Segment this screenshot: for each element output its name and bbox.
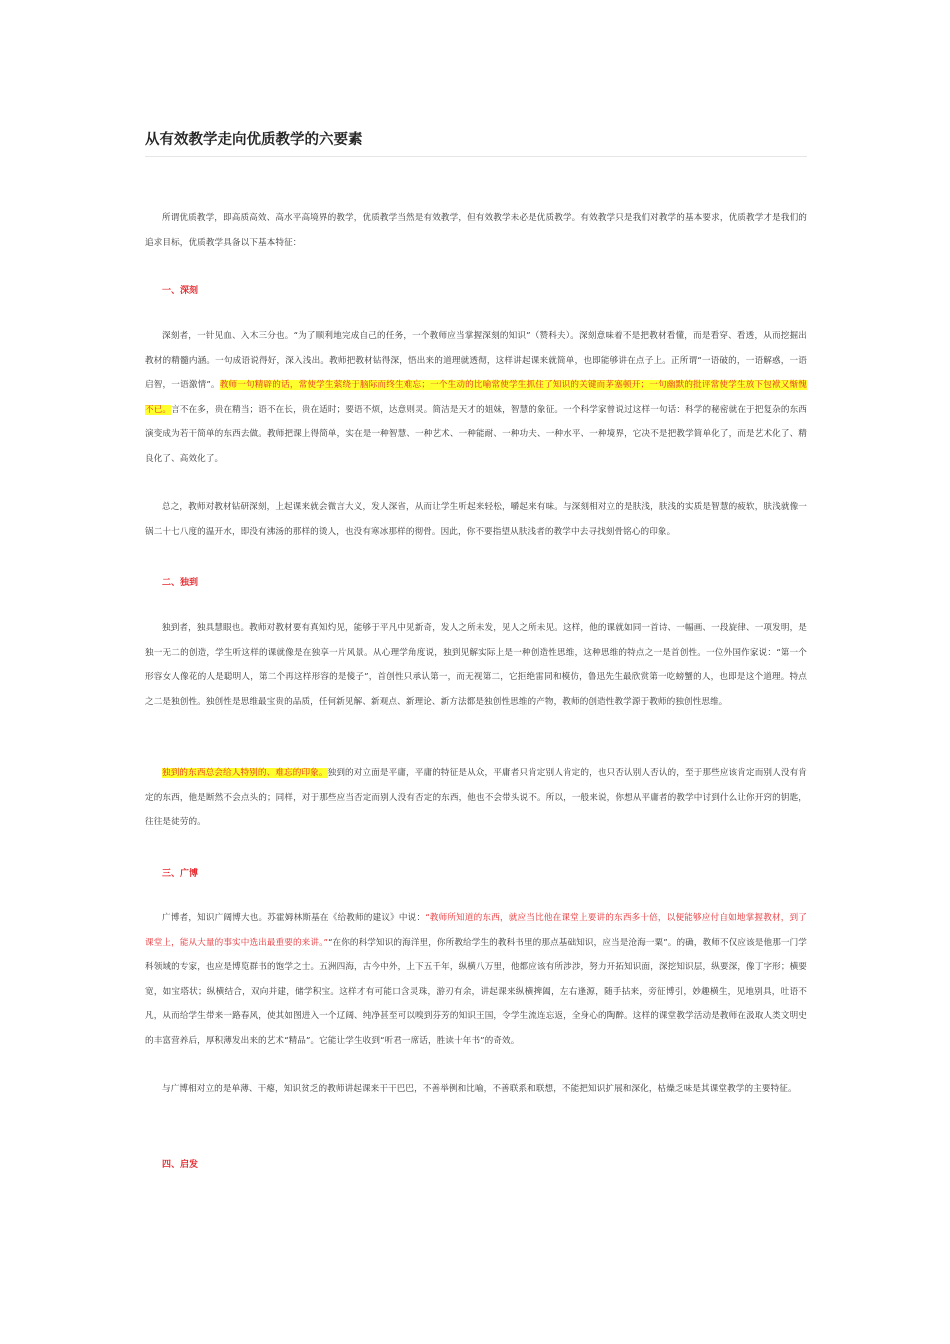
highlight-quote-3: 一句幽默的批评常使学生放下包袱又惭愧不已。 <box>145 380 807 415</box>
section-shenke-paragraph-2: 总之，教师对教材钻研深刻，上起课来就会微言大义，发人深省，从而让学生听起来轻松，嚼起来有味。与深刻相对立的是肤浅，肤浅的实质是智慧的疲软，肤浅就像一锅二十七八度的温开水，即没有沸汤的那样的烫人，也没有寒冰那样的彻骨。因此，你不要指望从肤浅者的教学中去寻找刻骨铭心的印象。 <box>145 502 807 537</box>
section-heading-qifa: 四、启发 <box>162 1160 199 1170</box>
section-guangbo-paragraph-2: 与广博相对立的是单薄、干瘪，知识贫乏的教师讲起课来干干巴巴，不善举例和比喻，不善联系和联想，不能把知识扩展和深化，枯燥乏味是其课堂教学的主要特征。 <box>162 1084 797 1094</box>
highlight-quote-4: 独到的东西总会给人特别的、难忘的印象。 <box>162 768 328 778</box>
section-heading-dudao: 二、独到 <box>162 578 199 588</box>
text-run: 独到的对立面是平庸，平庸的特征是从众，平庸者只肯定别人肯定的，也只否认别人否认的，至于那些应该肯定而别人没有肯定的东西，他是断然不会点头的；同样，对于那些应当否定而别人没有否定的东西，他也不会带头说不。所以，一般来说，你想从平庸者的教学中讨到什么让你开窍的钥匙，往往是徒劳的。 <box>145 768 807 827</box>
text-run: 言不在多，贵在精当；语不在长，贵在适时；要语不烦，达意则灵。简洁是天才的姐妹，智慧的象征。一个科学家曾说过这样一句话：科学的秘密就在于把复杂的东西演变成为若干简单的东西去做。教师把课上得简单，实在是一种智慧、一种艺术、一种能耐、一种功夫、一种水平、一种境界，它决不是把教学简单化了，而是艺术化了、精良化了、高效化了。 <box>145 404 807 464</box>
section-shenke-paragraph-1 <box>145 324 807 471</box>
section-heading-shenke: 一、深刻 <box>162 286 199 296</box>
section-dudao-paragraph-2 <box>145 761 807 835</box>
section-guangbo-paragraph-1 <box>145 906 807 1053</box>
highlight-quote-2: 一个生动的比喻常使学生抓住了知识的关键而茅塞顿开； <box>430 380 650 390</box>
section-heading-guangbo: 三、广博 <box>162 869 199 879</box>
red-quote: “教师所知道的东西，就应当比他在课堂上要讲的东西多十倍，以便能够应付自如地掌握教材，到了课堂上，能从大量的事实中选出最重要的来讲。” <box>145 913 807 948</box>
page-title: 从有效教学走向优质教学的六要素 <box>145 132 363 148</box>
text-run: “在你的科学知识的海洋里，你所教给学生的教科书里的那点基础知识，应当是沧海一粟”。的确，教师不仅应该是他那一门学科领域的专家，也应是博览群书的饱学之士。五洲四海，古今中外，上下五千年，纵横八万里，他都应该有所涉涉，努力开拓知识面，深挖知识层，纵要深，像丁字形；横要宽，如宝塔状；纵横结合，双向并建，储学积宝。这样才有可能口含灵珠，游刃有余，讲起课来纵横捭阖，左右逢源，随手拈来，旁征博引，妙趣横生，见地别具，吐语不凡，从而给学生带来一路春风，使其如图进入一个辽阔、纯净甚至可以嗅到芬芳的知识王国，令学生流连忘返，全身心的陶醉。这样的课堂教学活动是教师在汲取人类文明史的丰富营养后，厚积薄发出来的艺术“精品”。它能让学生收到“听君一席话，胜读十年书”的奇效。 <box>145 937 808 1046</box>
title-divider <box>145 156 807 157</box>
text-run: 广博者，知识广阔博大也。苏霍姆林斯基在《给教师的建议》中说： <box>162 913 426 923</box>
text-run: 深刻者，一针见血、入木三分也。“为了顺利地完成自己的任务，一个教师应当掌握深刻的知识”（赞科夫）。深刻意味着不是把教材看懂，而是看穿、看透，从而挖掘出教材的精髓内涵。一句成语说得好，深入浅出。教师把教材钻得深，悟出来的道理就透彻，这样讲起课来就简单，也即能够讲在点子上。正所谓“一语破的，一语解惑，一语启智，一语激情”。 <box>145 331 807 390</box>
intro-paragraph: 所谓优质教学，即高质高效、高水平高境界的教学，优质教学当然是有效教学，但有效教学未必是优质教学。有效教学只是我们对教学的基本要求，优质教学才是我们的追求目标，优质教学具备以下基本特征： <box>145 213 807 248</box>
highlight-quote-1: 教师一句精辟的话，常使学生萦绕于脑际而终生难忘； <box>219 380 431 390</box>
section-dudao-paragraph-1: 独到者，独具慧眼也。教师对教材要有真知灼见，能够于平凡中见新奇，发人之所未发，见人之所未见。这样，他的课就如同一首诗、一幅画、一段旋律、一项发明，是独一无二的创造，学生听这样的课就像是在独享一片风景。从心理学角度说，独到见解实际上是一种创造性思维，这种思维的特点之一是首创性。一位外国作家说：“第一个形容女人像花的人是聪明人，第二个再这样形容的是傻子”，首创性只承认第一，而无视第二，它拒绝雷同和模仿，鲁迅先生最欣赏第一吃螃蟹的人，也即是这个道理。特点之二是独创性。独创性是思维最宝贵的品质，任何新见解、新观点、新理论、新方法都是独创性思维的产物，教师的创造性教学源于教师的独创性思维。 <box>145 623 807 707</box>
